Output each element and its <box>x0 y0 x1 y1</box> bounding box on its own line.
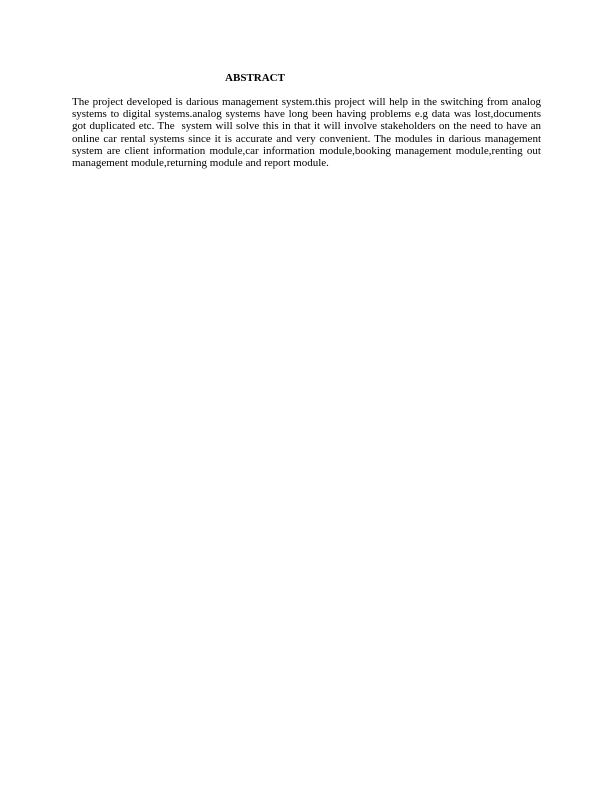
abstract-heading: ABSTRACT <box>225 72 285 84</box>
abstract-paragraph: The project developed is darious management system.this project will help in the switching from analog systems to digital systems.analog systems have long been having problems e.g data was lost,documents got duplicated etc. The system will solve this in that it will involve stakeholders on the need to have an online car rental systems since it is accurate and very convenient. The modules in darious management system are client information module,car information module,booking management module,renting out management module,returning module and report module. <box>72 96 544 170</box>
abstract-body <box>72 96 544 170</box>
